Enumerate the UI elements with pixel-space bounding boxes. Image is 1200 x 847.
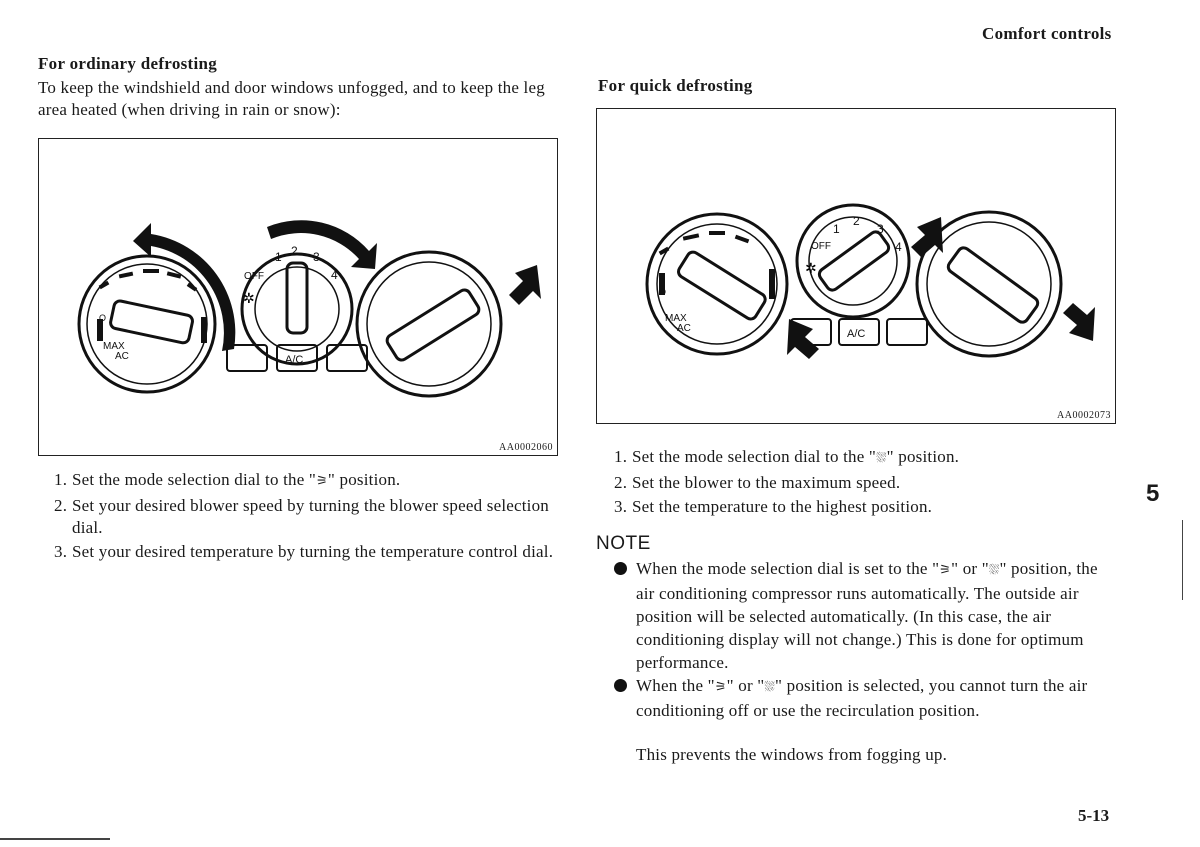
ordinary-defrosting-heading: For ordinary defrosting: [38, 54, 218, 73]
blower-number-4: 4: [331, 268, 338, 282]
mode-pointer-arrow: [911, 217, 943, 257]
quick-defrosting-figure: [596, 108, 1116, 424]
quick-defrosting-steps: [614, 446, 1114, 520]
list-item: When the mode selection dial is set to the "⚞" or "⛆" position, the air conditioning compressor runs automatically. The outside air position will be selected automatically. (In this case, the air conditioning display will not change.) This is done for optimum performance.: [614, 557, 1116, 674]
temperature-turn-arrow: [133, 223, 235, 351]
blower-pointer-arrow: [787, 319, 819, 359]
blower-speed-dial-knob: [287, 263, 307, 333]
blower-number-2: 2: [291, 244, 298, 258]
fan-icon: ✲: [243, 291, 255, 307]
defrost-foot-icon: ⚞: [316, 474, 328, 489]
bottom-edge-line: [0, 838, 110, 840]
note-heading: NOTE: [596, 533, 651, 554]
defrost-icon: ⛆: [988, 563, 1000, 578]
ordinary-defrosting-steps: [54, 469, 556, 565]
list-item: 2. Set the blower to the maximum speed.: [614, 473, 901, 492]
recirculation-button: [887, 319, 927, 345]
list-item: 2. Set your desired blower speed by turning the blower speed selection dial.: [54, 496, 549, 537]
mode-selection-dial: [357, 252, 501, 396]
blower-speed-dial-knob: [817, 230, 891, 293]
figure-code-right: AA0002073: [1057, 410, 1111, 421]
mode-pointer-arrow: [509, 265, 541, 305]
blower-number-3: 3: [877, 222, 884, 236]
blower-number-2: 2: [853, 214, 860, 228]
page-number: 5-13: [1078, 806, 1110, 825]
blower-number-1: 1: [275, 250, 282, 264]
max-ac-label-ac: AC: [115, 351, 129, 362]
blower-number-3: 3: [313, 250, 320, 264]
temperature-zero-label: O: [659, 287, 667, 297]
list-item: 1. Set the mode selection dial to the "⚞" position.: [54, 469, 556, 493]
defrost-foot-icon: ⚞: [714, 680, 727, 695]
quick-defrosting-heading: For quick defrosting: [598, 76, 753, 95]
max-ac-label-max: MAX: [103, 341, 125, 352]
blower-number-1: 1: [833, 222, 840, 236]
control-panel-illustration-left: [39, 139, 557, 455]
list-item: 3. Set the temperature to the highest position.: [614, 497, 933, 516]
blower-off-label: OFF: [811, 241, 831, 252]
mode-selection-dial-knob: [385, 288, 481, 363]
temperature-zero-label: O: [99, 313, 107, 323]
temperature-dial-knob: [676, 250, 767, 321]
blower-number-4: 4: [895, 240, 902, 254]
blower-off-label: OFF: [244, 271, 264, 282]
defrost-icon: ⛆: [876, 451, 887, 466]
temperature-pointer-arrow: [1063, 303, 1095, 341]
mode-selection-dial-knob: [946, 245, 1040, 324]
max-ac-label-ac: AC: [677, 323, 691, 334]
control-panel-illustration-right: [597, 109, 1115, 423]
list-item: When the "⚞" or "⛆" position is selected, you cannot turn the air conditioning off or use the recirculation position.: [614, 674, 1116, 722]
ac-button-label: A/C: [847, 328, 866, 340]
ac-button-label: A/C: [285, 354, 304, 366]
figure-code-left: AA0002060: [499, 442, 553, 453]
section-title: Comfort controls: [982, 24, 1112, 43]
note-conclusion: This prevents the windows from fogging up.: [636, 745, 948, 764]
right-edge-mark: [1182, 520, 1183, 600]
defrost-foot-icon: ⚞: [939, 563, 952, 578]
list-item: 3. Set your desired temperature by turning the temperature control dial.: [54, 542, 554, 561]
note-list: [614, 557, 1116, 722]
ordinary-defrosting-intro: To keep the windshield and door windows unfogged, and to keep the leg area heated (when driving in rain or snow):: [38, 78, 545, 119]
max-ac-label-max: MAX: [665, 313, 687, 324]
list-item: 1. Set the mode selection dial to the "⛆" position.: [614, 446, 1114, 470]
temperature-dial-knob: [109, 300, 193, 344]
ordinary-defrosting-figure: [38, 138, 558, 456]
defrost-icon: ⛆: [764, 680, 776, 695]
chapter-tab: 5: [1146, 480, 1160, 507]
fan-icon: ✲: [805, 261, 817, 277]
